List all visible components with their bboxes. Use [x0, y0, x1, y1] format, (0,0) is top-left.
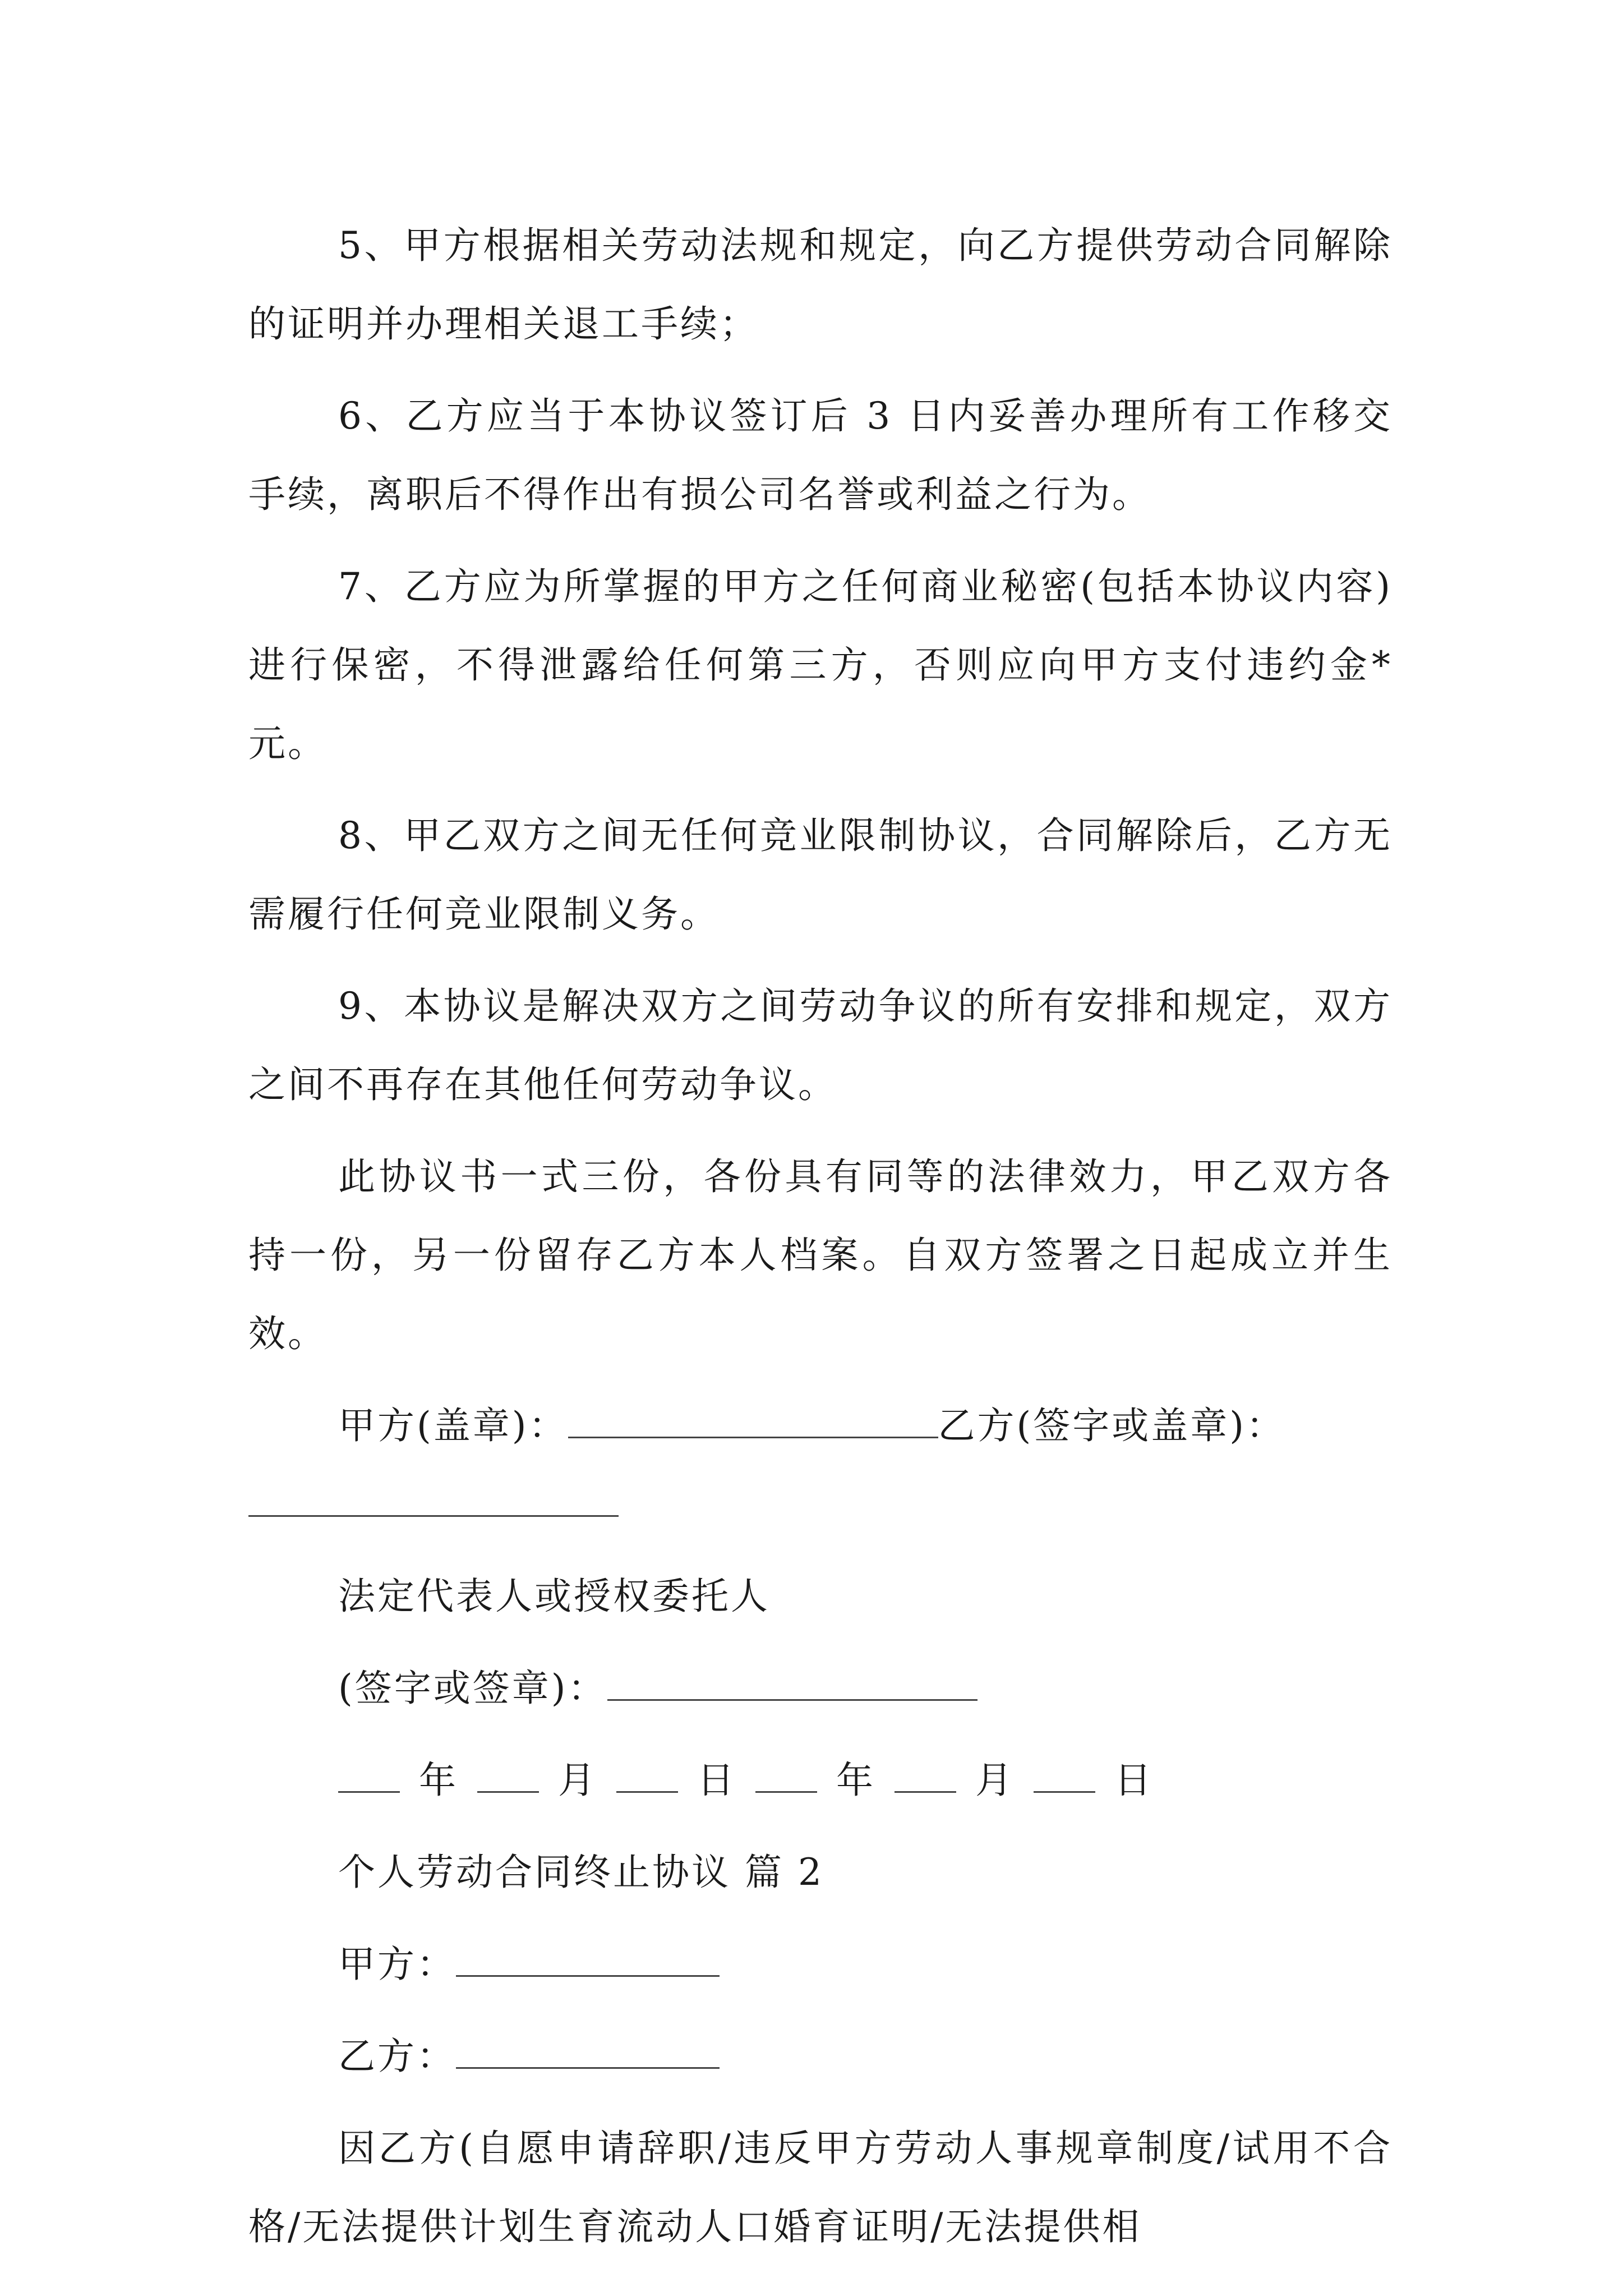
party-a-seal-label: 甲方(盖章)： — [338, 1404, 568, 1447]
year-blank-a — [338, 1754, 400, 1793]
party-b-sign-line — [248, 1465, 1393, 1544]
month-label-a: 月 — [558, 1759, 597, 1802]
party-b-sign-label: 乙方(签字或盖章)： — [938, 1404, 1285, 1447]
clause-6: 6、乙方应当于本协议签订后 3 日内妥善办理所有工作移交手续，离职后不得作出有损公司名誉或利益之行为。 — [248, 394, 1393, 516]
day-blank-b — [1034, 1754, 1095, 1793]
date-row — [248, 1741, 1393, 1820]
clause-8: 8、甲乙双方之间无任何竞业限制协议，合同解除后，乙方无需履行任何竞业限制义务。 — [248, 814, 1393, 936]
clause-7: 7、乙方应为所掌握的甲方之任何商业秘密(包括本协议内容)进行保密，不得泄露给任何第三方，否则应向甲方支付违约金*元。 — [248, 565, 1393, 765]
section-2-party-a-row — [248, 1925, 1393, 2004]
signature-row — [248, 1387, 1393, 1465]
party-a-seal-blank — [568, 1400, 938, 1438]
year-blank-b — [755, 1754, 817, 1793]
year-label-b: 年 — [836, 1759, 875, 1802]
section-2-title: 个人劳动合同终止协议 篇 2 — [338, 1851, 824, 1894]
day-blank-a — [616, 1754, 678, 1793]
section-2-party-b-label: 乙方： — [338, 2035, 456, 2078]
month-blank-b — [895, 1754, 956, 1793]
sign-or-seal-label: (签字或签章)： — [338, 1667, 607, 1710]
section-2-party-b-blank — [456, 2030, 720, 2069]
year-label-a: 年 — [419, 1759, 458, 1802]
closing-paragraph: 此协议书一式三份，各份具有同等的法律效力，甲乙双方各持一份，另一份留存乙方本人档案。自双方签署之日起成立并生效。 — [248, 1155, 1393, 1355]
representative-sign-blank — [607, 1662, 978, 1701]
clause-9: 9、本协议是解决双方之间劳动争议的所有安排和规定，双方之间不再存在其他任何劳动争议。 — [248, 984, 1393, 1106]
section-2-party-a-label: 甲方： — [338, 1943, 456, 1986]
representative-label: 法定代表人或授权委托人 — [338, 1575, 770, 1618]
section-2-party-a-blank — [456, 1938, 720, 1977]
party-b-sign-blank — [248, 1478, 619, 1517]
section-2-party-b-row — [248, 2017, 1393, 2096]
clause-5: 5、甲方根据相关劳动法规和规定，向乙方提供劳动合同解除的证明并办理相关退工手续； — [248, 224, 1393, 346]
day-label-b: 日 — [1114, 1759, 1154, 1802]
day-label-a: 日 — [697, 1759, 736, 1802]
document-body — [248, 206, 1393, 2280]
month-blank-a — [477, 1754, 539, 1793]
month-label-b: 月 — [975, 1759, 1015, 1802]
representative-sign-row — [248, 1649, 1393, 1728]
section-2-intro: 因乙方(自愿申请辞职/违反甲方劳动人事规章制度/试用不合格/无法提供计划生育流动人口婚育证明/无法提供相 — [248, 2127, 1393, 2248]
